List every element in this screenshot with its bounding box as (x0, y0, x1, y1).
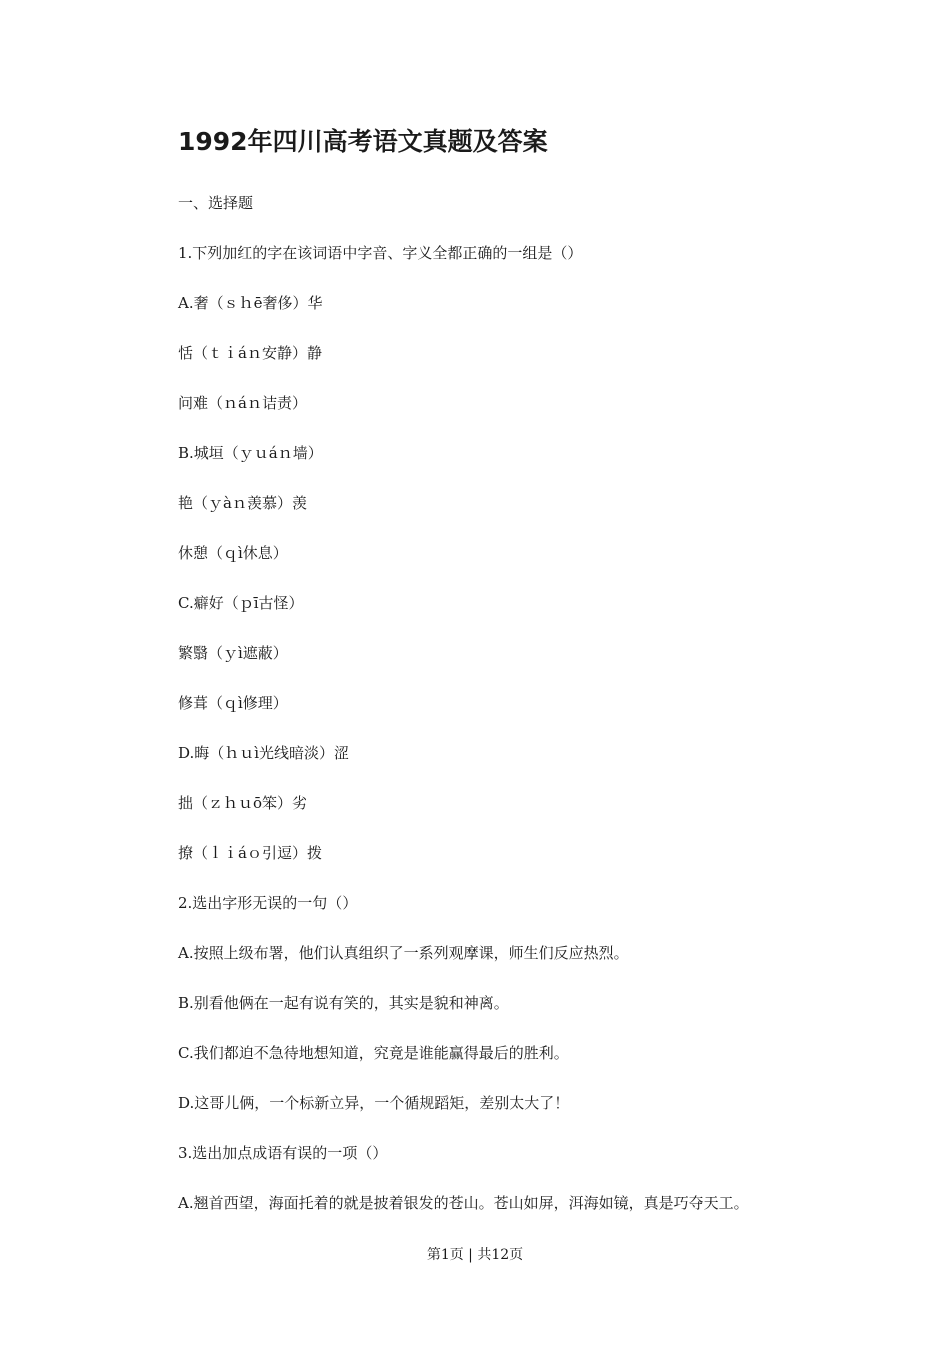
page-footer: 第1页 | 共12页 (426, 1247, 524, 1263)
option-c: C.我们都迫不急待地想知道，究竟是谁能赢得最后的胜利。 (178, 1044, 569, 1062)
document-body (178, 190, 878, 1240)
option-b: B.城垣（ｙｕáｎ墙） (178, 444, 323, 462)
question-1: 1.下列加红的字在该词语中字音、字义全都正确的一组是（） (178, 244, 583, 262)
question-3: 3.选出加点成语有误的一项（） (178, 1144, 388, 1162)
section-heading: 一、选择题 (178, 194, 254, 212)
question-2: 2.选出字形无误的一句（） (178, 894, 358, 912)
text-line: 繁翳（ｙì遮蔽） (178, 644, 288, 662)
option-a: A.奢（ｓｈē奢侈）华 (178, 294, 323, 312)
option-c: C.癖好（ｐī古怪） (178, 594, 304, 612)
text-line: 问难（ｎáｎ诘责） (178, 394, 307, 412)
text-line: 休憩（ｑì休息） (178, 544, 288, 562)
option-a: A.按照上级布署，他们认真组织了一系列观摩课，师生们反应热烈。 (178, 944, 629, 962)
option-b: B.别看他俩在一起有说有笑的，其实是貌和神离。 (178, 994, 509, 1012)
text-line: 修葺（ｑì修理） (178, 694, 288, 712)
option-d: D.晦（ｈｕì光线暗淡）涩 (178, 744, 350, 762)
text-line: 拙（ｚｈｕō笨）劣 (178, 794, 308, 812)
option-a: A.翘首西望，海面托着的就是披着银发的苍山。苍山如屏，洱海如镜，真是巧夺天工。 (178, 1194, 749, 1212)
option-d: D.这哥儿俩，一个标新立异，一个循规蹈矩，差别太大了！ (178, 1094, 570, 1112)
document-title: 1992年四川高考语文真题及答案 (178, 127, 548, 156)
text-line: 艳（ｙàｎ羡慕）羡 (178, 494, 307, 512)
text-line: 恬（ｔｉáｎ安静）静 (178, 344, 322, 362)
text-line: 撩（ｌｉáｏ引逗）拨 (178, 844, 322, 862)
